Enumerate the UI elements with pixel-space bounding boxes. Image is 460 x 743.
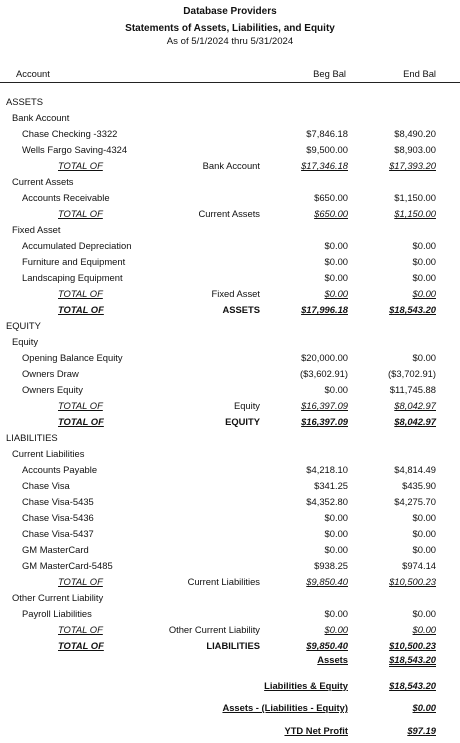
end-bal-cell: ($3,702.91) [388, 368, 436, 379]
beg-bal-cell: $0.00 [324, 608, 348, 619]
end-bal-cell: $10,500.23 [389, 640, 436, 651]
account-row [0, 142, 460, 158]
row-label: Wells Fargo Saving-4324 [22, 144, 128, 155]
summary-value: $18,543.20 [389, 654, 436, 665]
row-label: Equity [12, 336, 39, 347]
beg-bal-cell: $0.00 [324, 544, 348, 555]
account-row [0, 254, 460, 270]
section-heading [0, 94, 460, 110]
subtotal-row [0, 574, 460, 590]
beg-bal-cell: $16,397.09 [301, 400, 348, 411]
end-bal-cell: $1,150.00 [394, 208, 436, 219]
beg-bal-cell: $650.00 [314, 192, 348, 203]
subtotal-row [0, 206, 460, 222]
row-subtotal-category: Current Liabilities [187, 576, 260, 587]
account-column-header: Account [16, 68, 50, 79]
end-bal-cell: $10,500.23 [389, 576, 436, 587]
end-bal-cell: $0.00 [412, 272, 436, 283]
subtotal-row [0, 622, 460, 638]
beg-bal-cell: $9,850.40 [306, 640, 348, 651]
account-row [0, 478, 460, 494]
account-row [0, 558, 460, 574]
end-bal-cell: $0.00 [412, 288, 436, 299]
beg-bal-cell: $938.25 [314, 560, 348, 571]
beg-bal-cell: $0.00 [324, 512, 348, 523]
row-label: TOTAL OF [58, 400, 103, 411]
end-bal-cell: $18,543.20 [389, 304, 436, 315]
beg-bal-cell: $20,000.00 [301, 352, 348, 363]
row-subtotal-category: Other Current Liability [168, 624, 260, 635]
end-bal-cell: $0.00 [412, 352, 436, 363]
beg-bal-cell: $16,397.09 [301, 416, 348, 427]
summary-row [0, 700, 460, 716]
account-row [0, 270, 460, 286]
row-label: Furniture and Equipment [22, 256, 126, 267]
row-subtotal-category: ASSETS [222, 304, 260, 315]
row-subtotal-category: Current Assets [198, 208, 260, 219]
beg-bal-cell: $7,846.18 [306, 128, 348, 139]
row-label: TOTAL OF [58, 160, 103, 171]
beg-bal-cell: $17,996.18 [301, 304, 348, 315]
account-row [0, 542, 460, 558]
group-heading [0, 446, 460, 462]
subtotal-row [0, 158, 460, 174]
summary-label: YTD Net Profit [284, 725, 348, 736]
end-bal-cell: $8,042.97 [394, 416, 436, 427]
row-subtotal-category: Fixed Asset [211, 288, 260, 299]
summary-value: $18,543.20 [389, 680, 436, 691]
row-label: Payroll Liabilities [22, 608, 92, 619]
end-bal-cell: $4,814.49 [394, 464, 436, 475]
summary-label: Assets [317, 654, 348, 665]
row-label: Current Liabilities [12, 448, 85, 459]
subtotal-row [0, 286, 460, 302]
beg-bal-cell: $0.00 [324, 272, 348, 283]
row-label: ASSETS [6, 96, 43, 107]
group-heading [0, 222, 460, 238]
summary-value: $97.19 [407, 725, 436, 736]
report-period: As of 5/1/2024 thru 5/31/2024 [166, 36, 294, 47]
end-bal-cell: $4,275.70 [394, 496, 436, 507]
row-label: Accounts Payable [22, 464, 98, 475]
row-label: Chase Visa-5435 [22, 496, 94, 507]
summary-row [0, 723, 460, 739]
beg-bal-cell: $9,500.00 [306, 144, 348, 155]
row-label: Landscaping Equipment [22, 272, 123, 283]
row-label: Chase Checking -3322 [22, 128, 118, 139]
row-label: Fixed Asset [12, 224, 61, 235]
end-bal-cell: $0.00 [412, 608, 436, 619]
grand-total-row [0, 302, 460, 318]
row-label: TOTAL OF [58, 208, 103, 219]
beg-bal-column-header: Beg Bal [313, 68, 346, 79]
group-heading [0, 110, 460, 126]
row-label: TOTAL OF [58, 304, 104, 315]
group-heading [0, 590, 460, 606]
group-heading [0, 174, 460, 190]
account-row [0, 494, 460, 510]
beg-bal-cell: $341.25 [314, 480, 348, 491]
end-bal-cell: $0.00 [412, 256, 436, 267]
end-bal-cell: $0.00 [412, 544, 436, 555]
column-header [0, 68, 460, 83]
beg-bal-cell: $0.00 [324, 528, 348, 539]
end-bal-cell: $0.00 [412, 240, 436, 251]
row-subtotal-category: EQUITY [225, 416, 260, 427]
row-subtotal-category: LIABILITIES [206, 640, 260, 651]
report-title: Statements of Assets, Liabilities, and Equity [125, 23, 335, 34]
account-row [0, 366, 460, 382]
row-label: Owners Draw [22, 368, 79, 379]
account-row [0, 606, 460, 622]
beg-bal-cell: $0.00 [324, 256, 348, 267]
end-bal-cell: $435.90 [402, 480, 436, 491]
account-row [0, 190, 460, 206]
end-bal-cell: $1,150.00 [394, 192, 436, 203]
row-subtotal-category: Equity [233, 400, 260, 411]
summary-row [0, 652, 460, 668]
account-row [0, 462, 460, 478]
report-rows [0, 94, 460, 654]
section-heading [0, 430, 460, 446]
account-row [0, 510, 460, 526]
grand-total-row [0, 414, 460, 430]
row-label: Bank Account [12, 112, 70, 123]
end-bal-cell: $0.00 [412, 528, 436, 539]
row-subtotal-category: Bank Account [202, 160, 260, 171]
row-label: EQUITY [6, 320, 41, 331]
row-label: GM MasterCard [22, 544, 89, 555]
end-bal-cell: $8,903.00 [394, 144, 436, 155]
row-label: LIABILITIES [6, 432, 58, 443]
row-label: TOTAL OF [58, 624, 103, 635]
row-label: Current Assets [12, 176, 74, 187]
account-row [0, 350, 460, 366]
end-bal-cell: $0.00 [412, 624, 436, 635]
beg-bal-cell: $4,352.80 [306, 496, 348, 507]
account-row [0, 238, 460, 254]
group-heading [0, 334, 460, 350]
summary-row [0, 678, 460, 694]
beg-bal-cell: $4,218.10 [306, 464, 348, 475]
row-label: Other Current Liability [12, 592, 104, 603]
end-bal-cell: $974.14 [402, 560, 436, 571]
beg-bal-cell: $650.00 [314, 208, 348, 219]
row-label: Chase Visa [22, 480, 70, 491]
end-bal-cell: $8,490.20 [394, 128, 436, 139]
account-row [0, 126, 460, 142]
row-label: TOTAL OF [58, 640, 104, 651]
section-heading [0, 318, 460, 334]
beg-bal-cell: $9,850.40 [306, 576, 348, 587]
summary-label: Liabilities & Equity [264, 680, 348, 691]
end-bal-column-header: End Bal [403, 68, 436, 79]
row-label: TOTAL OF [58, 576, 103, 587]
row-label: TOTAL OF [58, 288, 103, 299]
beg-bal-cell: $17,346.18 [301, 160, 348, 171]
summary-value: $0.00 [412, 702, 436, 713]
company-name: Database Providers [183, 6, 277, 17]
row-label: Accounts Receivable [22, 192, 110, 203]
end-bal-cell: $8,042.97 [394, 400, 436, 411]
beg-bal-cell: ($3,602.91) [300, 368, 348, 379]
account-row [0, 526, 460, 542]
row-label: Owners Equity [22, 384, 83, 395]
account-row [0, 382, 460, 398]
subtotal-row [0, 398, 460, 414]
beg-bal-cell: $0.00 [324, 384, 348, 395]
beg-bal-cell: $0.00 [324, 240, 348, 251]
row-label: TOTAL OF [58, 416, 104, 427]
beg-bal-cell: $0.00 [324, 624, 348, 635]
end-bal-cell: $17,393.20 [389, 160, 436, 171]
end-bal-cell: $0.00 [412, 512, 436, 523]
summary-label: Assets - (Liabilities - Equity) [222, 702, 348, 713]
row-label: Accumulated Depreciation [22, 240, 132, 251]
row-label: Opening Balance Equity [22, 352, 123, 363]
row-label: GM MasterCard-5485 [22, 560, 113, 571]
row-label: Chase Visa-5436 [22, 512, 94, 523]
beg-bal-cell: $0.00 [324, 288, 348, 299]
row-label: Chase Visa-5437 [22, 528, 94, 539]
end-bal-cell: $11,745.88 [389, 384, 436, 395]
